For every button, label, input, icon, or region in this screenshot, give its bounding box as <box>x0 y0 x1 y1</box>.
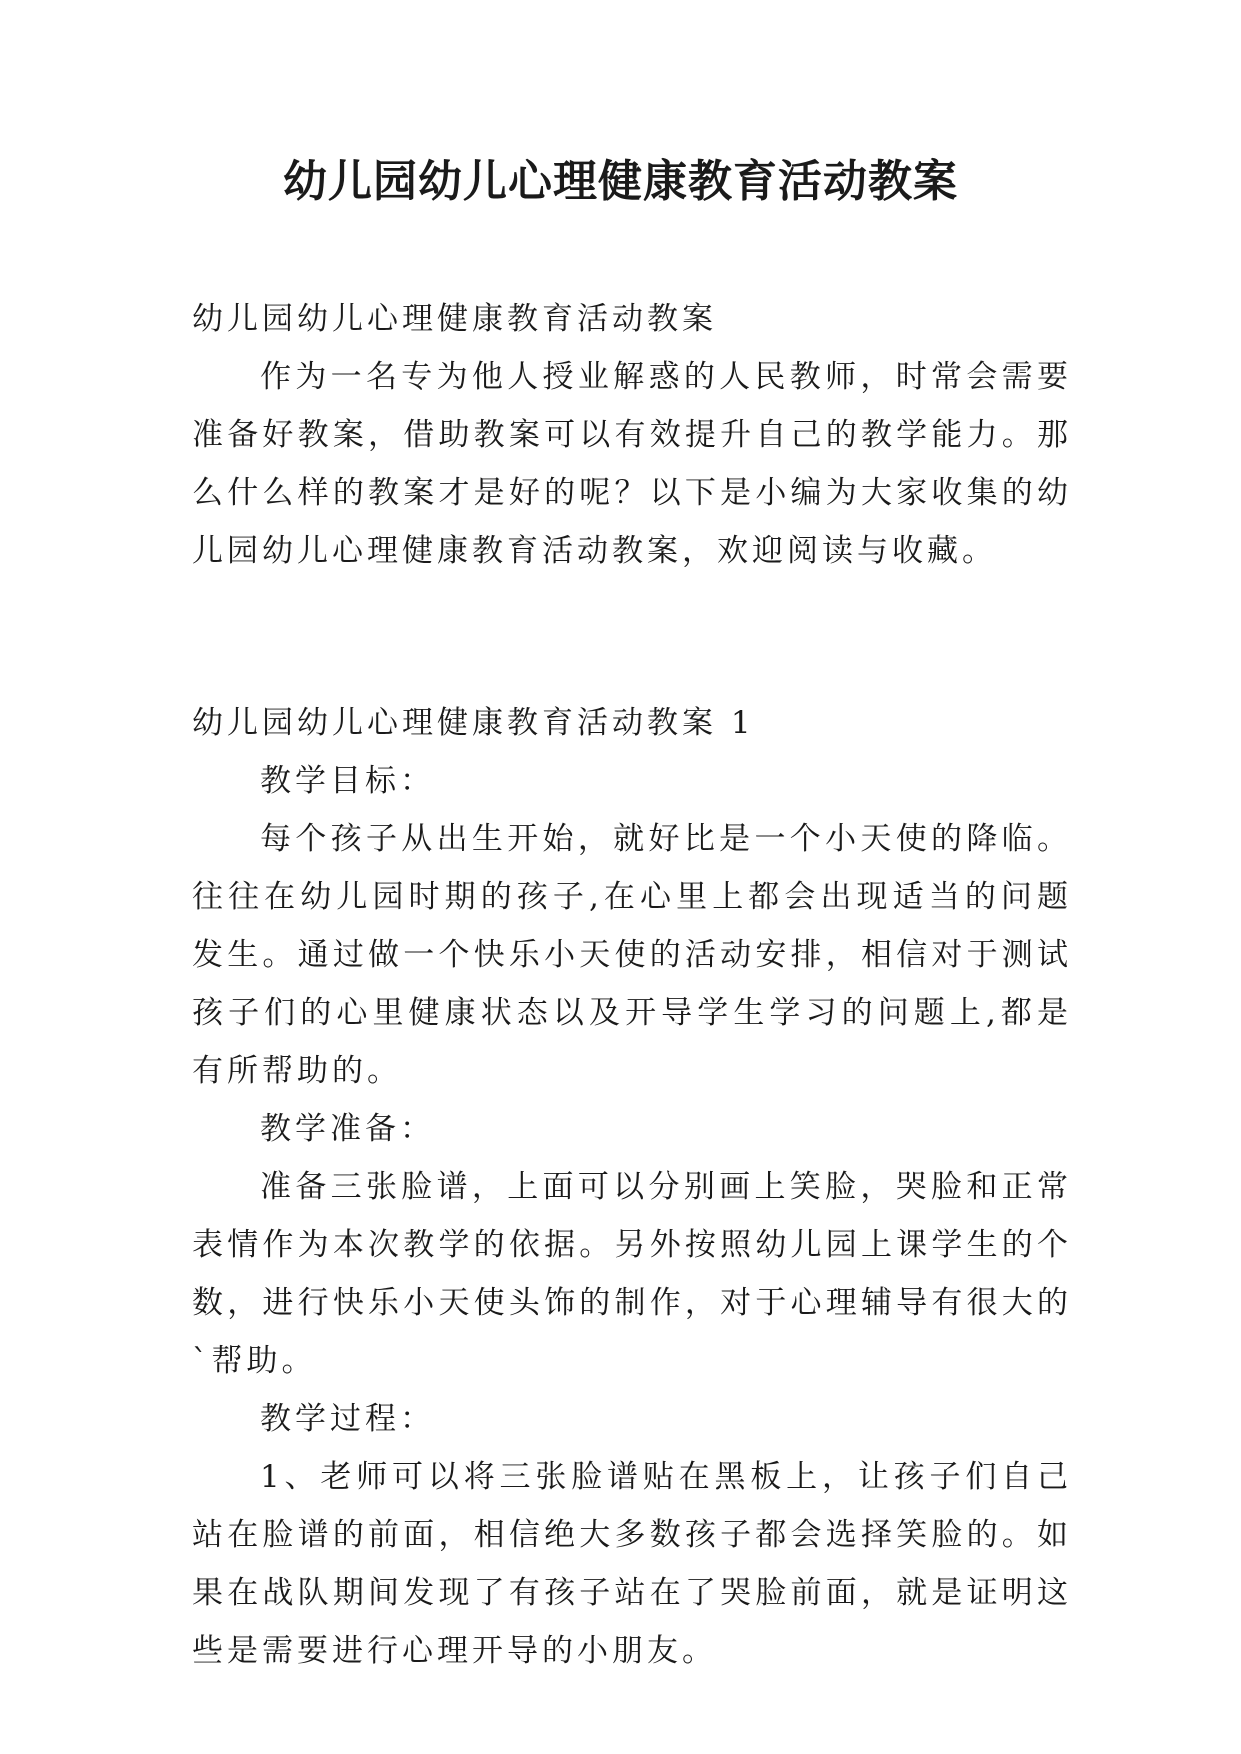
goals-heading: 教学目标： <box>260 763 435 799</box>
preparation-heading: 教学准备： <box>260 1111 435 1147</box>
subtitle-paragraph: 幼儿园幼儿心理健康教育活动教案 <box>192 301 717 337</box>
section-spacer <box>192 580 1072 694</box>
intro-paragraph: 作为一名专为他人授业解惑的人民教师，时常会需要准备好教案，借助教案可以有效提升自己的教学能力。那么什么样的教案才是好的呢？以下是小编为大家收集的幼儿园幼儿心理健康教育活动教案，欢迎阅读与收藏。 <box>192 359 1072 569</box>
document-body <box>192 290 1072 1680</box>
document-title: 幼儿园幼儿心理健康教育活动教案 <box>283 156 958 207</box>
preparation-paragraph: 准备三张脸谱，上面可以分别画上笑脸，哭脸和正常表情作为本次教学的依据。另外按照幼儿园上课学生的个数，进行快乐小天使头饰的制作，对于心理辅导有很大的`帮助。 <box>192 1169 1072 1379</box>
section-heading-1: 幼儿园幼儿心理健康教育活动教案 1 <box>192 705 755 741</box>
process-step-1: 1、老师可以将三张脸谱贴在黑板上，让孩子们自己站在脸谱的前面，相信绝大多数孩子都会选择笑脸的。如果在战队期间发现了有孩子站在了哭脸前面，就是证明这些是需要进行心理开导的小朋友。 <box>192 1459 1072 1669</box>
goals-paragraph: 每个孩子从出生开始，就好比是一个小天使的降临。往往在幼儿园时期的孩子,在心里上都会出现适当的问题发生。通过做一个快乐小天使的活动安排，相信对于测试孩子们的心里健康状态以及开导学生学习的问题上,都是有所帮助的。 <box>192 821 1072 1089</box>
process-heading: 教学过程： <box>260 1401 435 1437</box>
